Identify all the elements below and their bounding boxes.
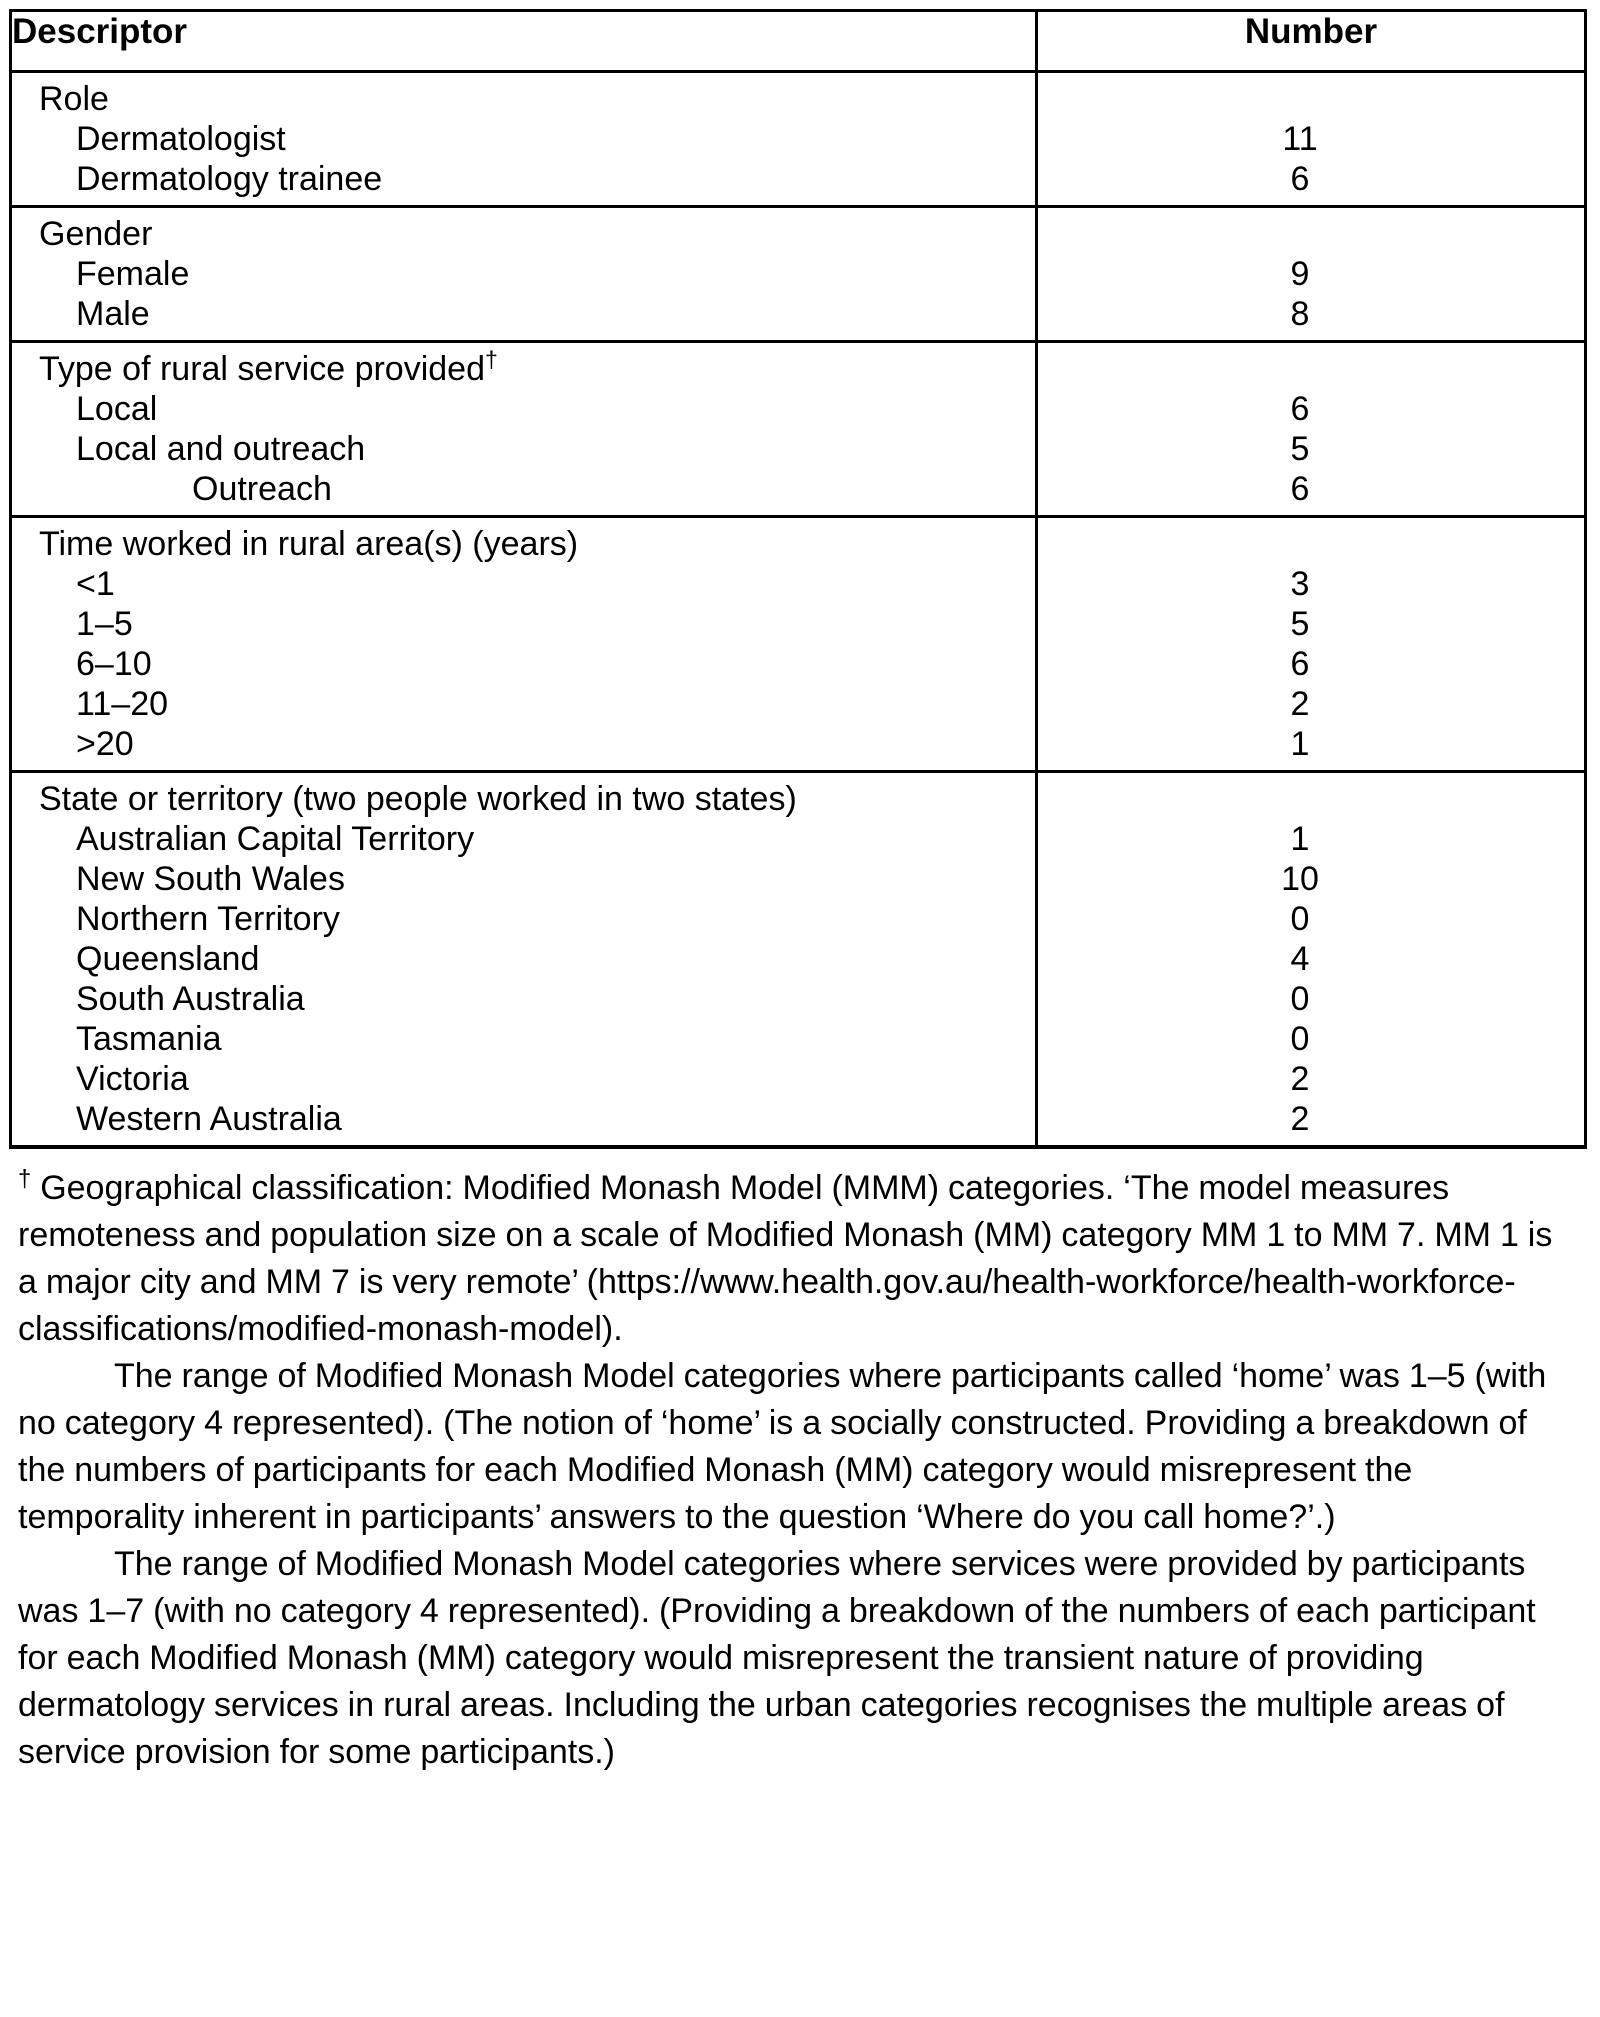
table-row (11, 342, 1586, 517)
group-title: Gender (39, 215, 153, 253)
row-label: 1–5 (76, 605, 133, 643)
row-value: 8 (1290, 295, 1310, 333)
row-label: Australian Capital Territory (76, 820, 475, 858)
footnote-text: Geographical classification: Modified Monash Model (MMM) categories. ‘The model measures remoteness and population size on a scale of Modified Monash (MM) category MM 1 to MM 7. MM 1 is a major city and MM 7 is very remote’ (https://www.health.gov.au/health-workforce/health-workforce-classifications/modified-monash-model). (18, 1169, 1553, 1348)
row-value: 1 (1290, 725, 1310, 763)
table-footnotes (9, 1149, 1584, 1776)
table-group (11, 517, 1586, 772)
row-value: 0 (1290, 1020, 1310, 1058)
row-label: Dermatology trainee (76, 160, 383, 198)
row-label: South Australia (76, 980, 305, 1018)
footnote-paragraph (18, 1353, 1566, 1541)
row-value: 1 (1290, 820, 1310, 858)
number-cell (1037, 772, 1586, 1148)
row-label: Dermatologist (76, 120, 286, 158)
row-value: 5 (1290, 430, 1310, 468)
table-row (11, 72, 1586, 207)
table-group (11, 72, 1586, 207)
row-value: 0 (1290, 980, 1310, 1018)
descriptor-cell (11, 342, 1037, 517)
group-title: Time worked in rural area(s) (years) (39, 525, 579, 563)
table-row (11, 517, 1586, 772)
footnote-dagger-icon: † (18, 1165, 32, 1193)
number-cell (1037, 517, 1586, 772)
descriptor-cell (11, 72, 1037, 207)
row-label: Outreach (192, 470, 332, 508)
footnote-paragraph (18, 1541, 1566, 1776)
descriptor-cell (11, 772, 1037, 1148)
row-value: 10 (1281, 860, 1319, 898)
table-group (11, 772, 1586, 1148)
row-label: 6–10 (76, 645, 152, 683)
row-label: Western Australia (76, 1100, 342, 1138)
participant-descriptor-table (9, 9, 1587, 1149)
row-label: Northern Territory (76, 900, 340, 938)
table-group (11, 207, 1586, 342)
row-label: <1 (76, 565, 115, 603)
footnote-paragraph (18, 1165, 1566, 1353)
row-label: Tasmania (76, 1020, 222, 1058)
row-label: Local and outreach (76, 430, 366, 468)
table-row (11, 772, 1586, 1148)
row-value: 2 (1290, 1100, 1310, 1138)
group-title-value-spacer (1038, 214, 1584, 254)
row-value: 2 (1290, 685, 1310, 723)
column-header-number: Number (1037, 11, 1586, 72)
row-value: 11 (1282, 120, 1318, 158)
row-value: 6 (1290, 390, 1310, 428)
row-value: 4 (1290, 940, 1310, 978)
row-value: 6 (1290, 470, 1310, 508)
number-cell (1037, 72, 1586, 207)
group-title: State or territory (two people worked in two states) (39, 780, 797, 818)
footnote-text: The range of Modified Monash Model categories where services were provided by participants was 1–7 (with no category 4 represented). (Providing a breakdown of the numbers of each participant for each Modified Monash (MM) category would misrepresent the transient nature of providing dermatology services in rural areas. Including the urban categories recognises the multiple areas of service provision for some participants.) (18, 1545, 1536, 1771)
row-label: Male (76, 295, 150, 333)
row-value: 3 (1290, 565, 1310, 603)
group-title-value-spacer (1038, 779, 1584, 819)
row-label: Queensland (76, 940, 260, 978)
row-label: Victoria (76, 1060, 189, 1098)
table-group (11, 342, 1586, 517)
row-value: 0 (1290, 900, 1310, 938)
row-label: New South Wales (76, 860, 345, 898)
descriptor-cell (11, 207, 1037, 342)
group-title: Type of rural service provided† (12, 349, 1035, 389)
group-title: Role (39, 80, 109, 118)
table-row (11, 207, 1586, 342)
row-label: Female (76, 255, 190, 293)
descriptor-cell (11, 517, 1037, 772)
group-title-value-spacer (1038, 349, 1584, 389)
number-cell (1037, 342, 1586, 517)
number-cell (1037, 207, 1586, 342)
footnote-text: The range of Modified Monash Model categories where participants called ‘home’ was 1–5 (with no category 4 represented). (The notion of ‘home’ is a socially constructed. Providing a breakdown of the numbers of participants for each Modified Monash (MM) category would misrepresent the temporality inherent in participants’ answers to the question ‘Where do you call home?’.) (18, 1357, 1547, 1536)
footnote-dagger-marker: † (484, 349, 498, 373)
table-header-row (11, 11, 1586, 72)
group-title-value-spacer (1038, 524, 1584, 564)
row-value: 2 (1290, 1060, 1310, 1098)
row-label: >20 (76, 725, 134, 763)
row-label: Local (76, 390, 158, 428)
table-header (11, 11, 1586, 72)
row-label: 11–20 (76, 685, 169, 723)
row-value: 6 (1290, 645, 1310, 683)
row-value: 6 (1290, 160, 1310, 198)
row-value: 5 (1290, 605, 1310, 643)
group-title-value-spacer (1038, 79, 1584, 119)
row-value: 9 (1290, 255, 1310, 293)
column-header-descriptor: Descriptor (11, 11, 1037, 72)
